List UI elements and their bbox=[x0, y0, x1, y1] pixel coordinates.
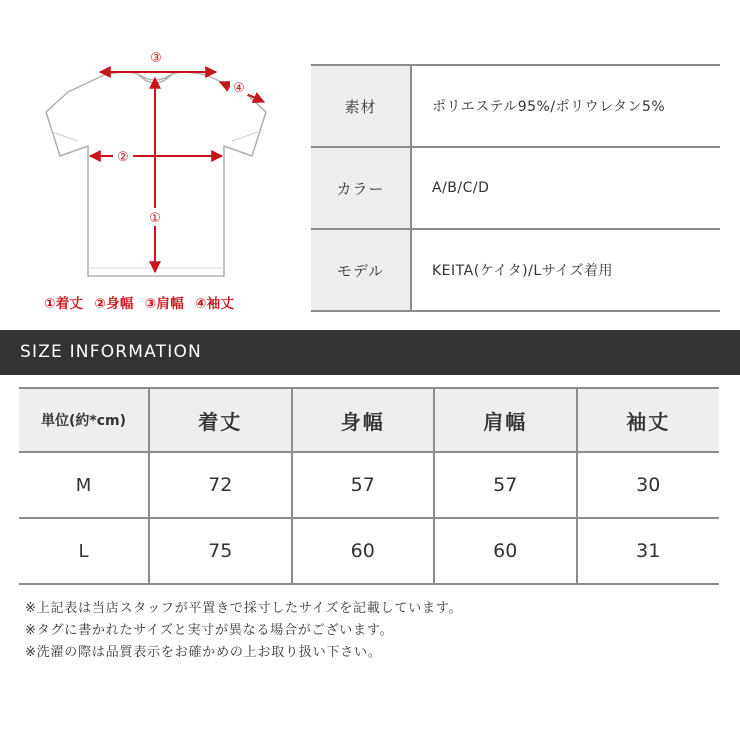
note-line: ※タグに書かれたサイズと実寸が異なる場合がございます。 bbox=[25, 623, 394, 638]
table-row bbox=[19, 452, 719, 518]
marker-4: ④ bbox=[233, 81, 245, 96]
spec-row-model bbox=[311, 230, 720, 312]
measurement-legend bbox=[44, 292, 240, 312]
marker-2: ② bbox=[117, 150, 129, 165]
marker-1: ① bbox=[149, 211, 161, 226]
spec-key: 素材 bbox=[311, 66, 412, 146]
banner-title: SIZE INFORMATION bbox=[20, 342, 202, 362]
size-information-banner bbox=[0, 330, 740, 375]
legend-sleeve-length: ④袖丈 bbox=[195, 296, 235, 312]
spec-row-material bbox=[311, 66, 720, 148]
spec-value: KEITA(ケイタ)/Lサイズ着用 bbox=[432, 263, 614, 279]
header-length: 着丈 bbox=[149, 388, 292, 452]
legend-body-width: ②身幅 bbox=[94, 296, 134, 312]
spec-key: モデル bbox=[311, 230, 412, 310]
size-label: L bbox=[78, 540, 89, 562]
table-cell: 60 bbox=[292, 518, 435, 584]
table-cell: 57 bbox=[434, 452, 577, 518]
table-cell: 60 bbox=[434, 518, 577, 584]
header-body-width: 身幅 bbox=[292, 388, 435, 452]
note-line: ※洗濯の際は品質表示をお確かめの上お取り扱い下さい。 bbox=[25, 645, 382, 660]
legend-shoulder-width: ③肩幅 bbox=[144, 296, 185, 312]
table-cell: 31 bbox=[577, 518, 720, 584]
tshirt-outline-icon bbox=[30, 40, 290, 290]
table-cell: 57 bbox=[292, 452, 435, 518]
header-sleeve-length: 袖丈 bbox=[577, 388, 720, 452]
notes bbox=[25, 598, 462, 664]
header-unit: 単位(約*cm) bbox=[19, 388, 149, 452]
note-line: ※上記表は当店スタッフが平置きで採寸したサイズを記載しています。 bbox=[25, 601, 463, 616]
header-shoulder-width: 肩幅 bbox=[434, 388, 577, 452]
size-table-header-row bbox=[19, 388, 719, 452]
product-spec-table bbox=[311, 64, 720, 312]
spec-key: カラー bbox=[311, 148, 412, 228]
table-row bbox=[19, 518, 719, 584]
size-table bbox=[19, 387, 719, 585]
spec-value: ポリエステル95%/ポリウレタン5% bbox=[432, 99, 666, 115]
marker-3: ③ bbox=[150, 51, 162, 66]
table-cell: 72 bbox=[149, 452, 292, 518]
tshirt-measurement-diagram bbox=[30, 40, 290, 330]
size-label: M bbox=[75, 474, 92, 496]
table-cell: 30 bbox=[577, 452, 720, 518]
spec-value: A/B/C/D bbox=[432, 180, 490, 196]
spec-row-color bbox=[311, 148, 720, 230]
legend-length: ①着丈 bbox=[44, 296, 84, 312]
table-cell: 75 bbox=[149, 518, 292, 584]
